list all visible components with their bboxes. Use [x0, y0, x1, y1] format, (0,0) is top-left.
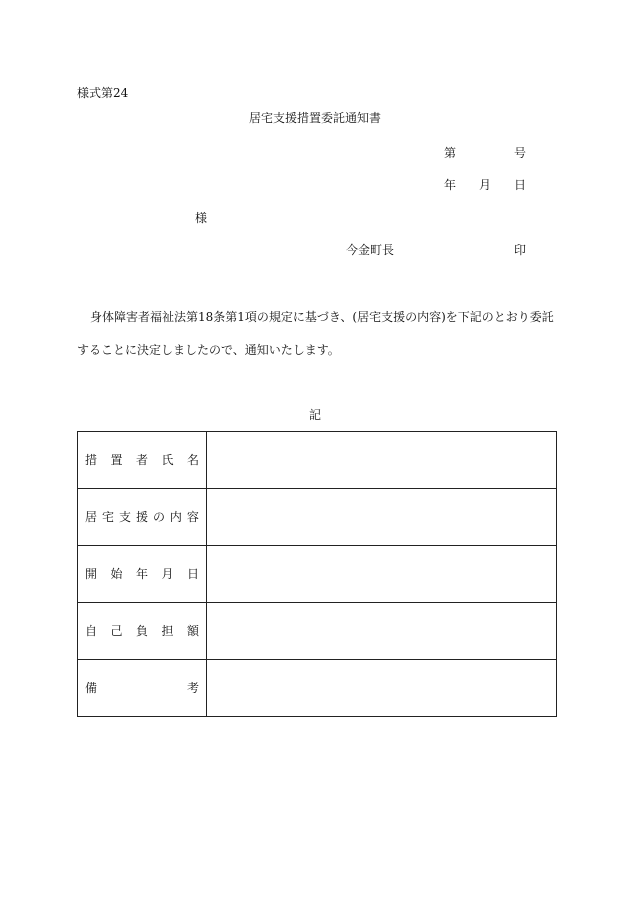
number-suffix: 号: [514, 146, 527, 160]
table-label-char: 自: [85, 624, 98, 638]
table-label-char: 者: [135, 453, 148, 467]
table-label-cell: [78, 603, 207, 660]
table-label-char: の: [152, 510, 165, 524]
table-label-char: 支: [118, 510, 131, 524]
seal-mark: 印: [514, 243, 527, 257]
table-value-cell[interactable]: [207, 603, 557, 660]
table-label-char: 担: [161, 624, 174, 638]
table-label-cell: [78, 546, 207, 603]
table-label-char: 内: [169, 510, 182, 524]
table-label: [85, 453, 199, 467]
document-title: 居宅支援措置委託通知書: [248, 111, 381, 125]
table-label-cell: [78, 432, 207, 489]
table-label-char: 己: [110, 624, 123, 638]
table-row-self-pay-amount: [78, 603, 557, 660]
table-label-char: 開: [85, 567, 98, 581]
table-label-cell: [78, 660, 207, 717]
table-label-char: 年: [135, 567, 148, 581]
table-label-char: 居: [85, 510, 98, 524]
record-table: [77, 431, 557, 717]
table-value-cell[interactable]: [207, 546, 557, 603]
table-label-char: 宅: [101, 510, 114, 524]
table-row-start-date: [78, 546, 557, 603]
addressee-honorific: 様: [195, 211, 208, 225]
table-label: [85, 624, 199, 638]
table-label-char: 始: [110, 567, 123, 581]
table-row-remarks: [78, 660, 557, 717]
form-number: 様式第24: [77, 86, 129, 100]
table-label-char: 備: [85, 681, 98, 695]
table-label-char: 月: [161, 567, 174, 581]
issuer-name: 今金町長: [346, 243, 395, 257]
table-label-char: 負: [135, 624, 148, 638]
table-row-support-content: [78, 489, 557, 546]
table-label-char: 措: [85, 453, 98, 467]
table-label-cell: [78, 489, 207, 546]
table-value-cell[interactable]: [207, 432, 557, 489]
ki-heading: 記: [308, 408, 321, 422]
table-label-char: 容: [186, 510, 199, 524]
body-text-line-2: することに決定しましたので、通知いたします。: [77, 343, 340, 357]
table-label: [85, 567, 199, 581]
table-label-char: 氏: [161, 453, 174, 467]
table-value-cell[interactable]: [207, 489, 557, 546]
table-label-char: 置: [110, 453, 123, 467]
table-label-char: 名: [186, 453, 199, 467]
table-row-patient-name: [78, 432, 557, 489]
table-label-char: 額: [186, 624, 199, 638]
date-month-label: 月: [479, 178, 492, 192]
date-day-label: 日: [514, 178, 527, 192]
table-label-char: 援: [135, 510, 148, 524]
body-text-line-1: 身体障害者福祉法第18条第1項の規定に基づき、(居宅支援の内容)を下記のとおり委託: [90, 310, 554, 324]
table-label-char: 考: [186, 681, 199, 695]
table-label: [85, 681, 199, 695]
number-prefix: 第: [444, 146, 457, 160]
table-label: [85, 510, 199, 524]
table-label-char: 日: [186, 567, 199, 581]
date-year-label: 年: [444, 178, 457, 192]
table-value-cell[interactable]: [207, 660, 557, 717]
